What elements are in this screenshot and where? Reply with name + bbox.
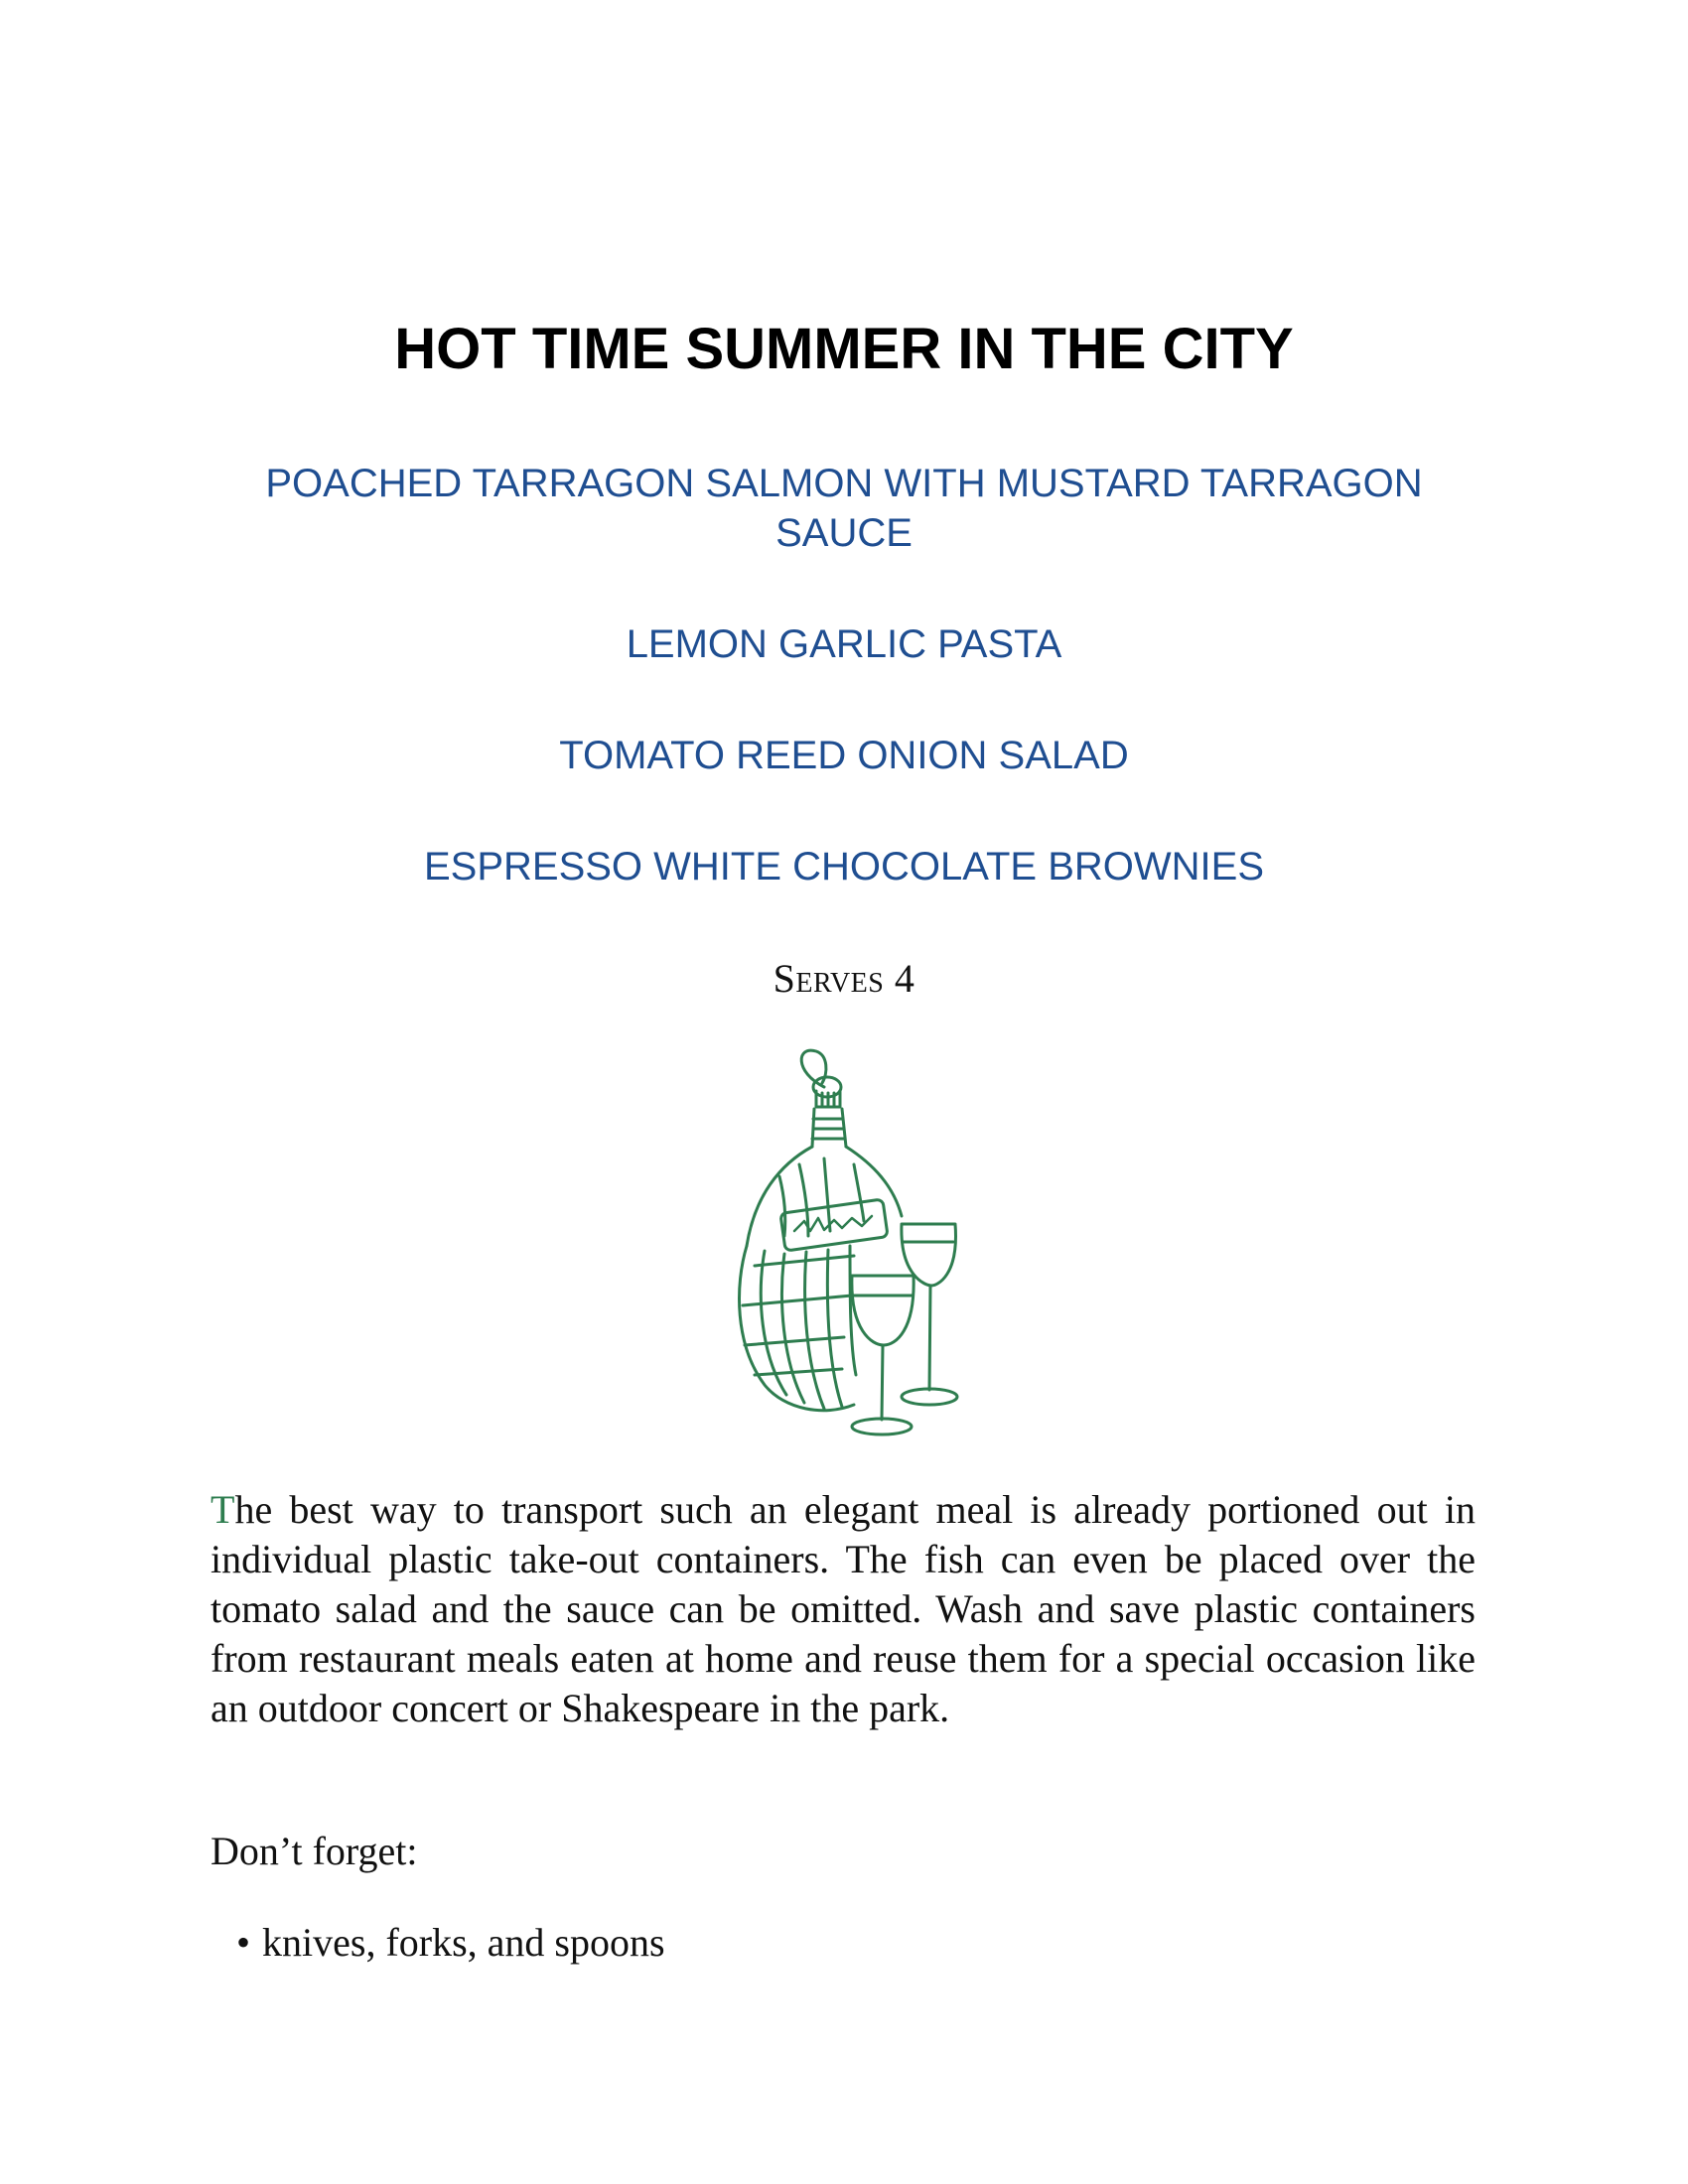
intro-paragraph-text: he best way to transport such an elegant meal is already portioned out in individual plastic take-out containers. The fish can even be placed over the tomato salad and the sauce can be omitted. Wash and save plastic containers from restaurant meals eaten at home and reuse them for a special occasion like an outdoor concert or Shakespeare in the park. [211,1487,1476,1730]
menu-list [228,459,1460,953]
menu-item: POACHED TARRAGON SALMON WITH MUSTARD TARRAGON SAUCE [265,462,1423,555]
menu-item: TOMATO REED ONION SALAD [559,734,1129,777]
menu-item: ESPRESSO WHITE CHOCOLATE BROWNIES [423,845,1265,888]
intro-paragraph [211,1485,1476,1733]
wine-bottle-and-glasses-icon [725,1047,973,1439]
page-title: HOT TIME SUMMER IN THE CITY [394,317,1294,381]
list-item: • knives, forks, and spoons [236,1919,665,1966]
reminder-heading: Don’t forget: [211,1829,418,1873]
reminder-list [236,1919,665,1966]
menu-item: LEMON GARLIC PASTA [626,622,1062,666]
serves-count: Serves 4 [773,956,915,1001]
drop-cap: T [211,1487,235,1532]
